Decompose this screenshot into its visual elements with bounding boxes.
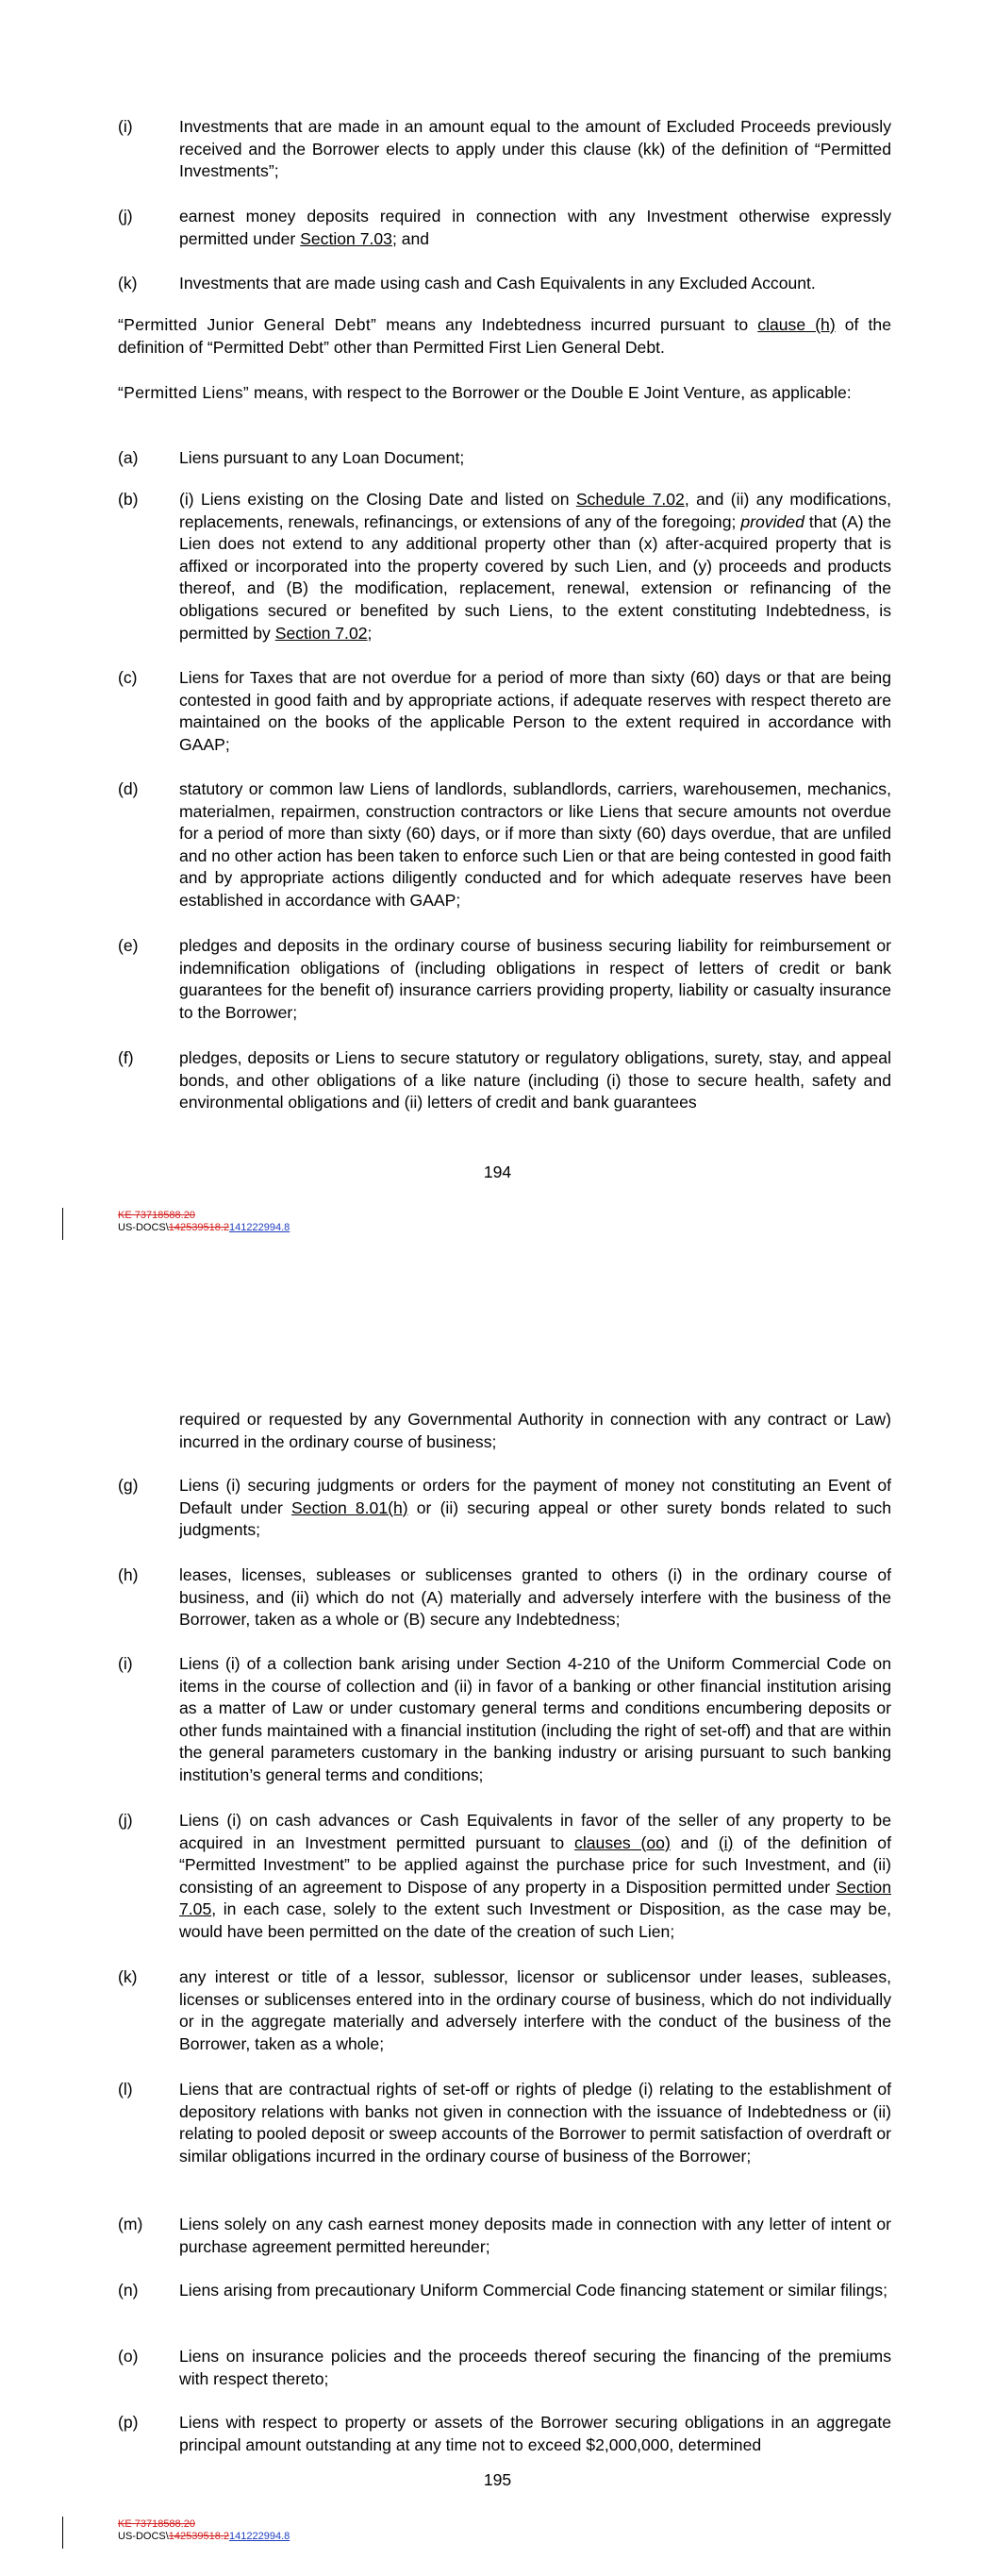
defined-term: “Permitted Liens” bbox=[118, 383, 250, 402]
item-text: Liens with respect to property or assets of the Borrower securing obligations in an aggregate principal amount outstanding at any time not to exceed $2,000,000, determined bbox=[179, 2413, 891, 2454]
section-link[interactable]: Section 7.03 bbox=[300, 228, 392, 248]
item-label: (i) bbox=[118, 117, 133, 136]
item-text: Liens pursuant to any Loan Document; bbox=[179, 448, 465, 467]
section-link[interactable]: Section 7.05 bbox=[179, 1877, 891, 1919]
item-label: (n) bbox=[118, 2281, 139, 2300]
item-text: Investments that are made in an amount equal to the amount of Excluded Proceeds previously received and the Borrower elects to apply under this clause (kk) of the definition of “Permitted Investments”; bbox=[179, 117, 891, 181]
list-item bbox=[118, 1047, 891, 1114]
item-label: (f) bbox=[118, 1048, 134, 1067]
item-text: pledges, deposits or Liens to secure statutory or regulatory obligations, surety, stay, and appeal bonds, and other obligations of a like nature (including (i) those to secure health, safety and environmental obligations and (ii) letters of credit and bank guarantees bbox=[179, 1048, 891, 1112]
item-text: Liens on insurance policies and the proceeds thereof securing the financing of the premiums with respect thereto; bbox=[179, 2347, 891, 2388]
item-text: Liens arising from precautionary Uniform Commercial Code financing statement or similar filings; bbox=[179, 2281, 887, 2300]
page-number: 195 bbox=[483, 2470, 512, 2489]
change-bar bbox=[62, 1208, 63, 1240]
list-item bbox=[118, 667, 891, 756]
footer-doc-id: US-DOCS\142539518.2141222994.8 bbox=[118, 2531, 290, 2542]
footer-deleted-id: KE 73718588.20 bbox=[118, 2518, 195, 2530]
list-item bbox=[118, 447, 891, 470]
page-number: 194 bbox=[483, 1163, 512, 1181]
list-item bbox=[118, 2346, 891, 2390]
list-item bbox=[118, 778, 891, 912]
clause-link[interactable]: clause (h) bbox=[757, 315, 836, 334]
list-item bbox=[118, 1475, 891, 1542]
list-item bbox=[118, 1653, 891, 1787]
item-label: (j) bbox=[118, 207, 133, 226]
item-text: Liens (i) of a collection bank arising under Section 4-210 of the Uniform Commercial Code on items in the course of collection and (ii) in favor of a banking or other financial institution arising as a matter of Law or under customary general terms and conditions encumbering deposits or other funds maintained with a financial institution (including the right of set-off) and that are within the general parameters customary in the banking industry or arising pursuant to such banking institution’s general terms and conditions; bbox=[179, 1654, 891, 1784]
item-label: (k) bbox=[118, 1967, 138, 1986]
item-text: Investments that are made using cash and Cash Equivalents in any Excluded Account. bbox=[179, 274, 816, 293]
list-item bbox=[118, 116, 891, 183]
item-label: (i) bbox=[118, 1654, 133, 1673]
document-footer bbox=[118, 2518, 290, 2543]
change-bar bbox=[62, 2517, 63, 2549]
item-text: Liens that are contractual rights of set-off or rights of pledge (i) relating to the establishment of depository relations with banks not given in connection with the issuance of Indebtedness or (ii) relating to pooled deposit or sweep accounts of the Borrower to permit satisfaction of overdraft or similar obligations incurred in the ordinary course of business of the Borrower; bbox=[179, 2080, 891, 2166]
item-label: (h) bbox=[118, 1565, 139, 1584]
item-text: earnest money deposits required in connection with any Investment otherwise expressly permitted under Section 7.03; and bbox=[179, 207, 891, 248]
schedule-link[interactable]: Schedule 7.02 bbox=[575, 490, 685, 509]
page-195 bbox=[0, 1288, 995, 2576]
item-text: Liens (i) on cash advances or Cash Equivalents in favor of the seller of any property to be acquired in an Investment permitted pursuant to clauses (oo) and (i) of the definition of “Permitted Investment” to be applied against the purchase price for such Investment, and (ii) consisting of an agreement to Dispose of any property in a Disposition permitted under Section 7.05, in each case, solely to the extent such Investment or Disposition, as the case may be, would have been permitted on the date of the creation of such Lien; bbox=[179, 1811, 891, 1941]
item-label: (p) bbox=[118, 2413, 139, 2432]
list-item bbox=[118, 2280, 891, 2302]
item-label: (e) bbox=[118, 936, 139, 955]
section-link[interactable]: Section 8.01(h) bbox=[291, 1497, 408, 1517]
item-text: Liens (i) securing judgments or orders for the payment of money not constituting an Event of Default under Section 8.01(h) or (ii) securing appeal or other surety bonds related to such judgments; bbox=[179, 1476, 891, 1540]
item-text: (i) Liens existing on the Closing Date and listed on Schedule 7.02, and (ii) any modifications, replacements, renewals, refinancings, or extensions of any of the foregoing; provided that (A) the Lien does not extend to any additional property other than (x) after-acquired property that is affixed or incorporated into the property covered by such Lien, and (y) proceeds and products thereof, and (B) the modification, replacement, renewal, extension or refinancing of the obligations secured or benefited by such Liens, to the extent constituting Indebtedness, is permitted by Section 7.02; bbox=[179, 490, 891, 643]
document-footer bbox=[118, 1210, 290, 1234]
list-item bbox=[118, 1810, 891, 1944]
continuation-text: required or requested by any Governmental Authority in connection with any contract or Law) incurred in the ordinary course of business; bbox=[179, 1410, 891, 1451]
item-label: (d) bbox=[118, 779, 139, 798]
item-label: (m) bbox=[118, 2215, 143, 2233]
item-text: Liens solely on any cash earnest money deposits made in connection with any letter of intent or purchase agreement permitted hereunder; bbox=[179, 2215, 891, 2256]
clause-link[interactable]: clauses (oo) bbox=[574, 1832, 671, 1852]
list-item bbox=[118, 2214, 891, 2258]
section-link[interactable]: Section 7.02 bbox=[274, 623, 368, 643]
list-item bbox=[118, 1564, 891, 1631]
item-text: leases, licenses, subleases or sublicenses granted to others (i) in the ordinary course of business, and (ii) which do not (A) materially and adversely interfere with the business of the Borrower, taken as a whole or (B) secure any Indebtedness; bbox=[179, 1565, 891, 1630]
item-label: (k) bbox=[118, 274, 138, 293]
item-label: (a) bbox=[118, 448, 139, 467]
item-text: pledges and deposits in the ordinary course of business securing liability for reimbursement or indemnification obligations of (including obligations in respect of letters of credit or bank guarantees for the benefit of) insurance carriers providing property, liability or casualty insurance to the Borrower; bbox=[179, 936, 891, 1022]
list-item bbox=[118, 273, 891, 295]
definition-paragraph: “Permitted Liens” means, with respect to the Borrower or the Double E Joint Venture, as applicable: bbox=[118, 383, 852, 402]
definition-paragraph: “Permitted Junior General Debt” means any Indebtedness incurred pursuant to clause (h) of the definition of “Permitted Debt” other than Permitted First Lien General Debt. bbox=[118, 315, 891, 357]
item-text: Liens for Taxes that are not overdue for a period of more than sixty (60) days or that are being contested in good faith and by appropriate actions, if adequate reserves with respect thereto are maintained on the books of the applicable Person to the extent required in accordance with GAAP; bbox=[179, 668, 891, 754]
list-item bbox=[118, 206, 891, 250]
footer-deleted-id: KE 73718588.20 bbox=[118, 1210, 195, 1221]
item-label: (b) bbox=[118, 490, 139, 509]
item-label: (o) bbox=[118, 2347, 139, 2366]
item-label: (l) bbox=[118, 2080, 133, 2099]
item-text: any interest or title of a lessor, sublessor, licensor or sublicensor under leases, subleases, licenses or sublicenses entered into in the ordinary course of business, which do not individually or in the aggregate materially and adversely interfere with the conduct of the business of the Borrower, taken as a whole; bbox=[179, 1967, 891, 2053]
list-item bbox=[118, 1966, 891, 2055]
defined-term: “Permitted Junior General Debt” bbox=[118, 315, 377, 334]
item-text: statutory or common law Liens of landlords, sublandlords, carriers, warehousemen, mechanics, materialmen, repairmen, construction contractors or like Liens that secure amounts not overdue for a period of more than sixty (60) days, or if more than sixty (60) days overdue, that are unfiled and no other action has been taken to enforce such Lien or that are being contested in good faith and by appropriate actions diligently conducted and for which adequate reserves have been established in accordance with GAAP; bbox=[179, 779, 891, 910]
item-label: (g) bbox=[118, 1476, 139, 1495]
list-item bbox=[118, 2412, 891, 2456]
list-item bbox=[118, 935, 891, 1024]
item-label: (j) bbox=[118, 1811, 133, 1830]
footer-doc-id: US-DOCS\142539518.2141222994.8 bbox=[118, 1222, 290, 1233]
list-item bbox=[118, 489, 891, 644]
clause-link[interactable]: (i) bbox=[718, 1832, 734, 1852]
item-label: (c) bbox=[118, 668, 138, 687]
list-item bbox=[118, 2079, 891, 2167]
